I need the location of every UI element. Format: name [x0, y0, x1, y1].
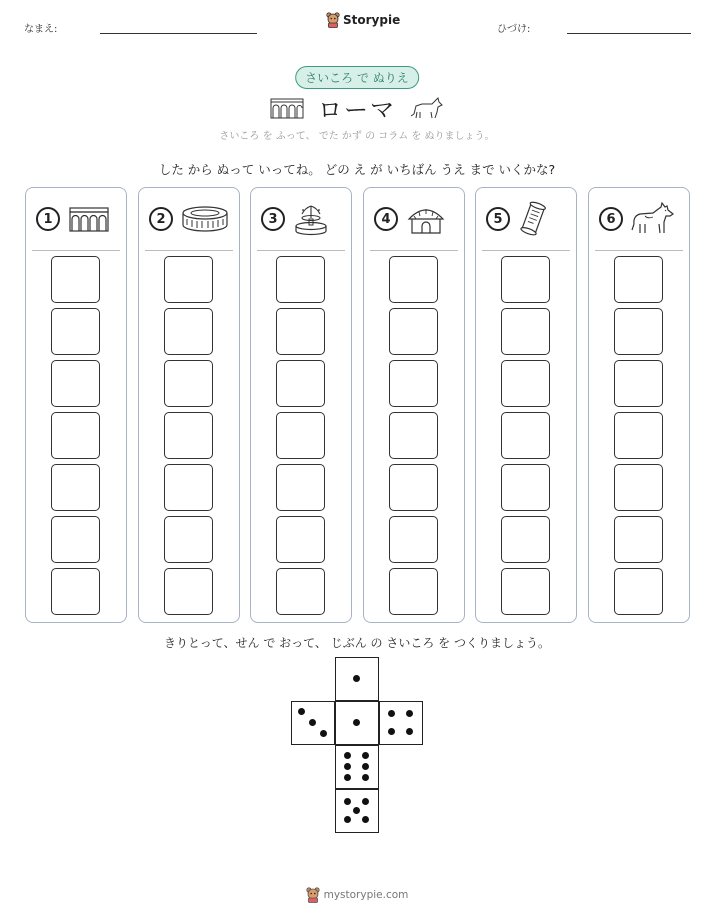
column-2: [138, 187, 240, 623]
color-box[interactable]: [51, 464, 100, 511]
column-header: [261, 202, 343, 236]
color-box[interactable]: [164, 308, 213, 355]
color-box[interactable]: [501, 308, 550, 355]
color-box[interactable]: [164, 256, 213, 303]
color-box[interactable]: [614, 256, 663, 303]
bear-icon: [326, 12, 340, 28]
title-row: [0, 90, 714, 125]
dice-face-5: [335, 789, 379, 833]
aqueduct-icon: [270, 97, 304, 119]
color-box[interactable]: [389, 516, 438, 563]
color-box[interactable]: [51, 360, 100, 407]
color-box[interactable]: [51, 568, 100, 615]
hut-icon: [406, 203, 446, 235]
color-box[interactable]: [389, 412, 438, 459]
page-title: ローマ: [318, 96, 396, 124]
color-box[interactable]: [501, 360, 550, 407]
dice-face-6: [335, 745, 379, 789]
activity-badge: さいころ で ぬりえ: [295, 66, 419, 89]
color-box[interactable]: [389, 256, 438, 303]
color-box[interactable]: [501, 568, 550, 615]
footer-url: mystorypie.com: [323, 889, 409, 901]
color-box[interactable]: [501, 256, 550, 303]
color-box[interactable]: [276, 568, 325, 615]
column-number: 3: [261, 207, 285, 231]
color-box[interactable]: [276, 256, 325, 303]
color-box[interactable]: [164, 464, 213, 511]
dice-face-1: [335, 657, 379, 701]
column-4: [363, 187, 465, 623]
column-number: 4: [374, 207, 398, 231]
wolf-icon: [631, 202, 675, 236]
wolf-icon: [410, 96, 444, 120]
color-box[interactable]: [501, 516, 550, 563]
color-box[interactable]: [501, 464, 550, 511]
color-box[interactable]: [389, 308, 438, 355]
color-box[interactable]: [389, 568, 438, 615]
color-box[interactable]: [164, 360, 213, 407]
color-box[interactable]: [614, 308, 663, 355]
color-box[interactable]: [614, 568, 663, 615]
dice-face-1: [335, 701, 379, 745]
date-label: ひづけ:: [497, 24, 531, 35]
name-label: なまえ:: [24, 24, 58, 35]
color-box[interactable]: [276, 360, 325, 407]
logo-text: Storypie: [343, 13, 401, 27]
name-line: [100, 33, 257, 34]
fountain-icon: [293, 202, 329, 236]
color-box[interactable]: [276, 308, 325, 355]
column-6: [588, 187, 690, 623]
scroll-icon: [518, 201, 548, 237]
column-header: [374, 202, 456, 236]
colosseum-icon: [181, 205, 229, 233]
column-number: 1: [36, 207, 60, 231]
dice-face-3: [291, 701, 335, 745]
color-box[interactable]: [276, 464, 325, 511]
bear-icon: [306, 887, 320, 903]
color-box[interactable]: [51, 412, 100, 459]
date-line: [567, 33, 691, 34]
color-box[interactable]: [51, 256, 100, 303]
column-number: 2: [149, 207, 173, 231]
column-number: 5: [486, 207, 510, 231]
color-box[interactable]: [51, 516, 100, 563]
color-box[interactable]: [389, 464, 438, 511]
color-box[interactable]: [614, 464, 663, 511]
color-box[interactable]: [614, 516, 663, 563]
color-box[interactable]: [164, 568, 213, 615]
footer: [0, 887, 714, 903]
color-box[interactable]: [614, 360, 663, 407]
column-number: 6: [599, 207, 623, 231]
color-box[interactable]: [501, 412, 550, 459]
color-box[interactable]: [164, 412, 213, 459]
color-box[interactable]: [276, 516, 325, 563]
color-box[interactable]: [51, 308, 100, 355]
color-box[interactable]: [614, 412, 663, 459]
dice-face-4: [379, 701, 423, 745]
column-1: [25, 187, 127, 623]
column-5: [475, 187, 577, 623]
color-box[interactable]: [276, 412, 325, 459]
column-3: [250, 187, 352, 623]
cut-instruction: きりとって、せん で おって、 じぶん の さいころ を つくりましょう。: [164, 636, 550, 650]
color-box[interactable]: [164, 516, 213, 563]
aqueduct-icon: [68, 205, 110, 233]
storypie-logo: [326, 12, 400, 28]
subtitle: さいころ を ふって、 でた かず の コラム を ぬりましょう。: [219, 131, 495, 142]
column-header: [486, 202, 568, 236]
column-header: [599, 202, 681, 236]
instruction: した から ぬって いってね。 どの え が いちばん うえ まで いくかな?: [158, 162, 556, 177]
color-box[interactable]: [389, 360, 438, 407]
column-header: [149, 202, 231, 236]
column-header: [36, 202, 118, 236]
